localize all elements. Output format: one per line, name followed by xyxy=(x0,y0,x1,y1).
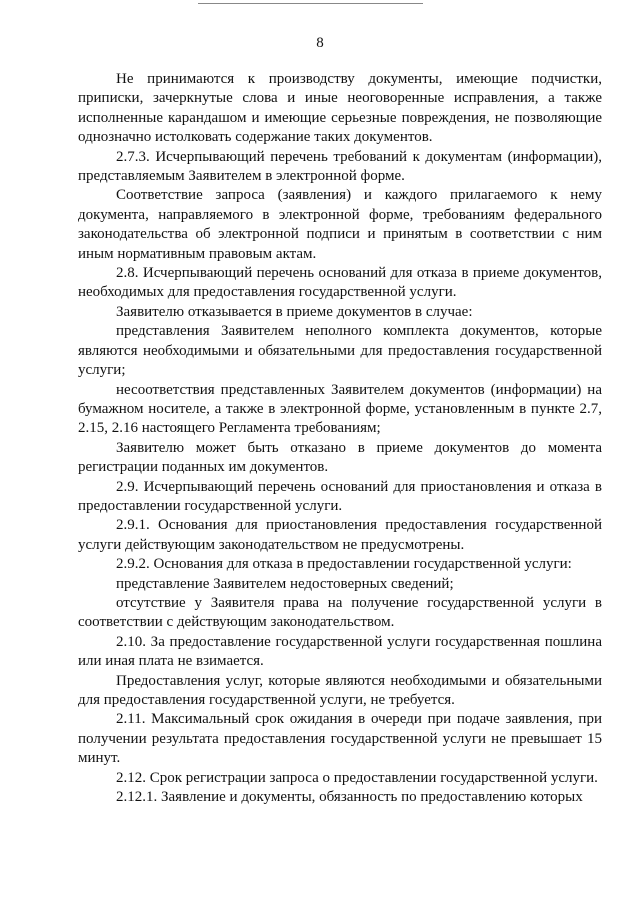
paragraph-2-12: 2.12. Срок регистрации запроса о предоставлении государственной услуги. xyxy=(116,769,598,786)
paragraph-false-information: представление Заявителем недостоверных сведений; xyxy=(116,575,454,592)
paragraph-nonconformity: несоответствия представленных Заявителем документов (информации) на бумажном носителе, а также в электронной форме, установленным в пункте 2.7, 2.15, 2.16 настоящего Регламента требованиям; xyxy=(78,381,602,437)
paragraph-2-10: 2.10. За предоставление государственной услуги государственная пошлина или иная плата не взимается. xyxy=(78,633,602,670)
page-number: 8 xyxy=(316,35,324,51)
header-rule xyxy=(198,3,423,4)
paragraph-corrections-rule: Не принимаются к производству документы, имеющие подчистки, приписки, зачеркнутые слова и иные неоговоренные исправления, а также исполненные карандашом и имеющие серьезные повреждения, не позволяющие однозначно истолковать содержание таких документов. xyxy=(78,71,602,146)
paragraph-incomplete-set: представления Заявителем неполного комплекта документов, которые являются необходимыми и обязательными для предоставления государственной услуги; xyxy=(78,323,602,379)
paragraph-2-7-3: 2.7.3. Исчерпывающий перечень требований к документам (информации), представляемым Заявителем в электронной форме. xyxy=(78,148,602,185)
paragraph-2-9: 2.9. Исчерпывающий перечень оснований для приостановления и отказа в предоставлении государственной услуги. xyxy=(78,478,602,514)
paragraph-2-9-2: 2.9.2. Основания для отказа в предоставлении государственной услуги: xyxy=(116,556,572,573)
paragraph-no-right: отсутствие у Заявителя права на получение государственной услуги в соответствии с действующим законодательством. xyxy=(78,594,602,631)
paragraph-2-9-1: 2.9.1. Основания для приостановления предоставления государственной услуги действующим законодательством не предусмотрены. xyxy=(78,517,602,553)
paragraph-refusal-cases: Заявителю отказывается в приеме документов в случае: xyxy=(116,303,473,320)
document-body xyxy=(78,70,602,807)
paragraph-2-11: 2.11. Максимальный срок ожидания в очереди при подаче заявления, при получении результата предоставления государственной услуги не превышает 15 минут. xyxy=(78,711,602,767)
paragraph-2-8: 2.8. Исчерпывающий перечень оснований для отказа в приеме документов, необходимых для предоставления государственной услуги. xyxy=(78,265,602,301)
paragraph-2-12-1: 2.12.1. Заявление и документы, обязанность по предоставлению которых xyxy=(116,789,583,806)
paragraph-no-extra-services: Предоставления услуг, которые являются необходимыми и обязательными для предоставления государственной услуги, не требуется. xyxy=(78,672,602,708)
paragraph-refusal-before-registration: Заявителю может быть отказано в приеме документов до момента регистрации поданных им документов. xyxy=(78,439,602,476)
paragraph-electronic-compliance: Соответствие запроса (заявления) и каждого прилагаемого к нему документа, направляемого в электронной форме, требованиям федерального законодательства об электронной подписи и принятым в соответствии с ним иным нормативным правовым актам. xyxy=(78,187,602,262)
